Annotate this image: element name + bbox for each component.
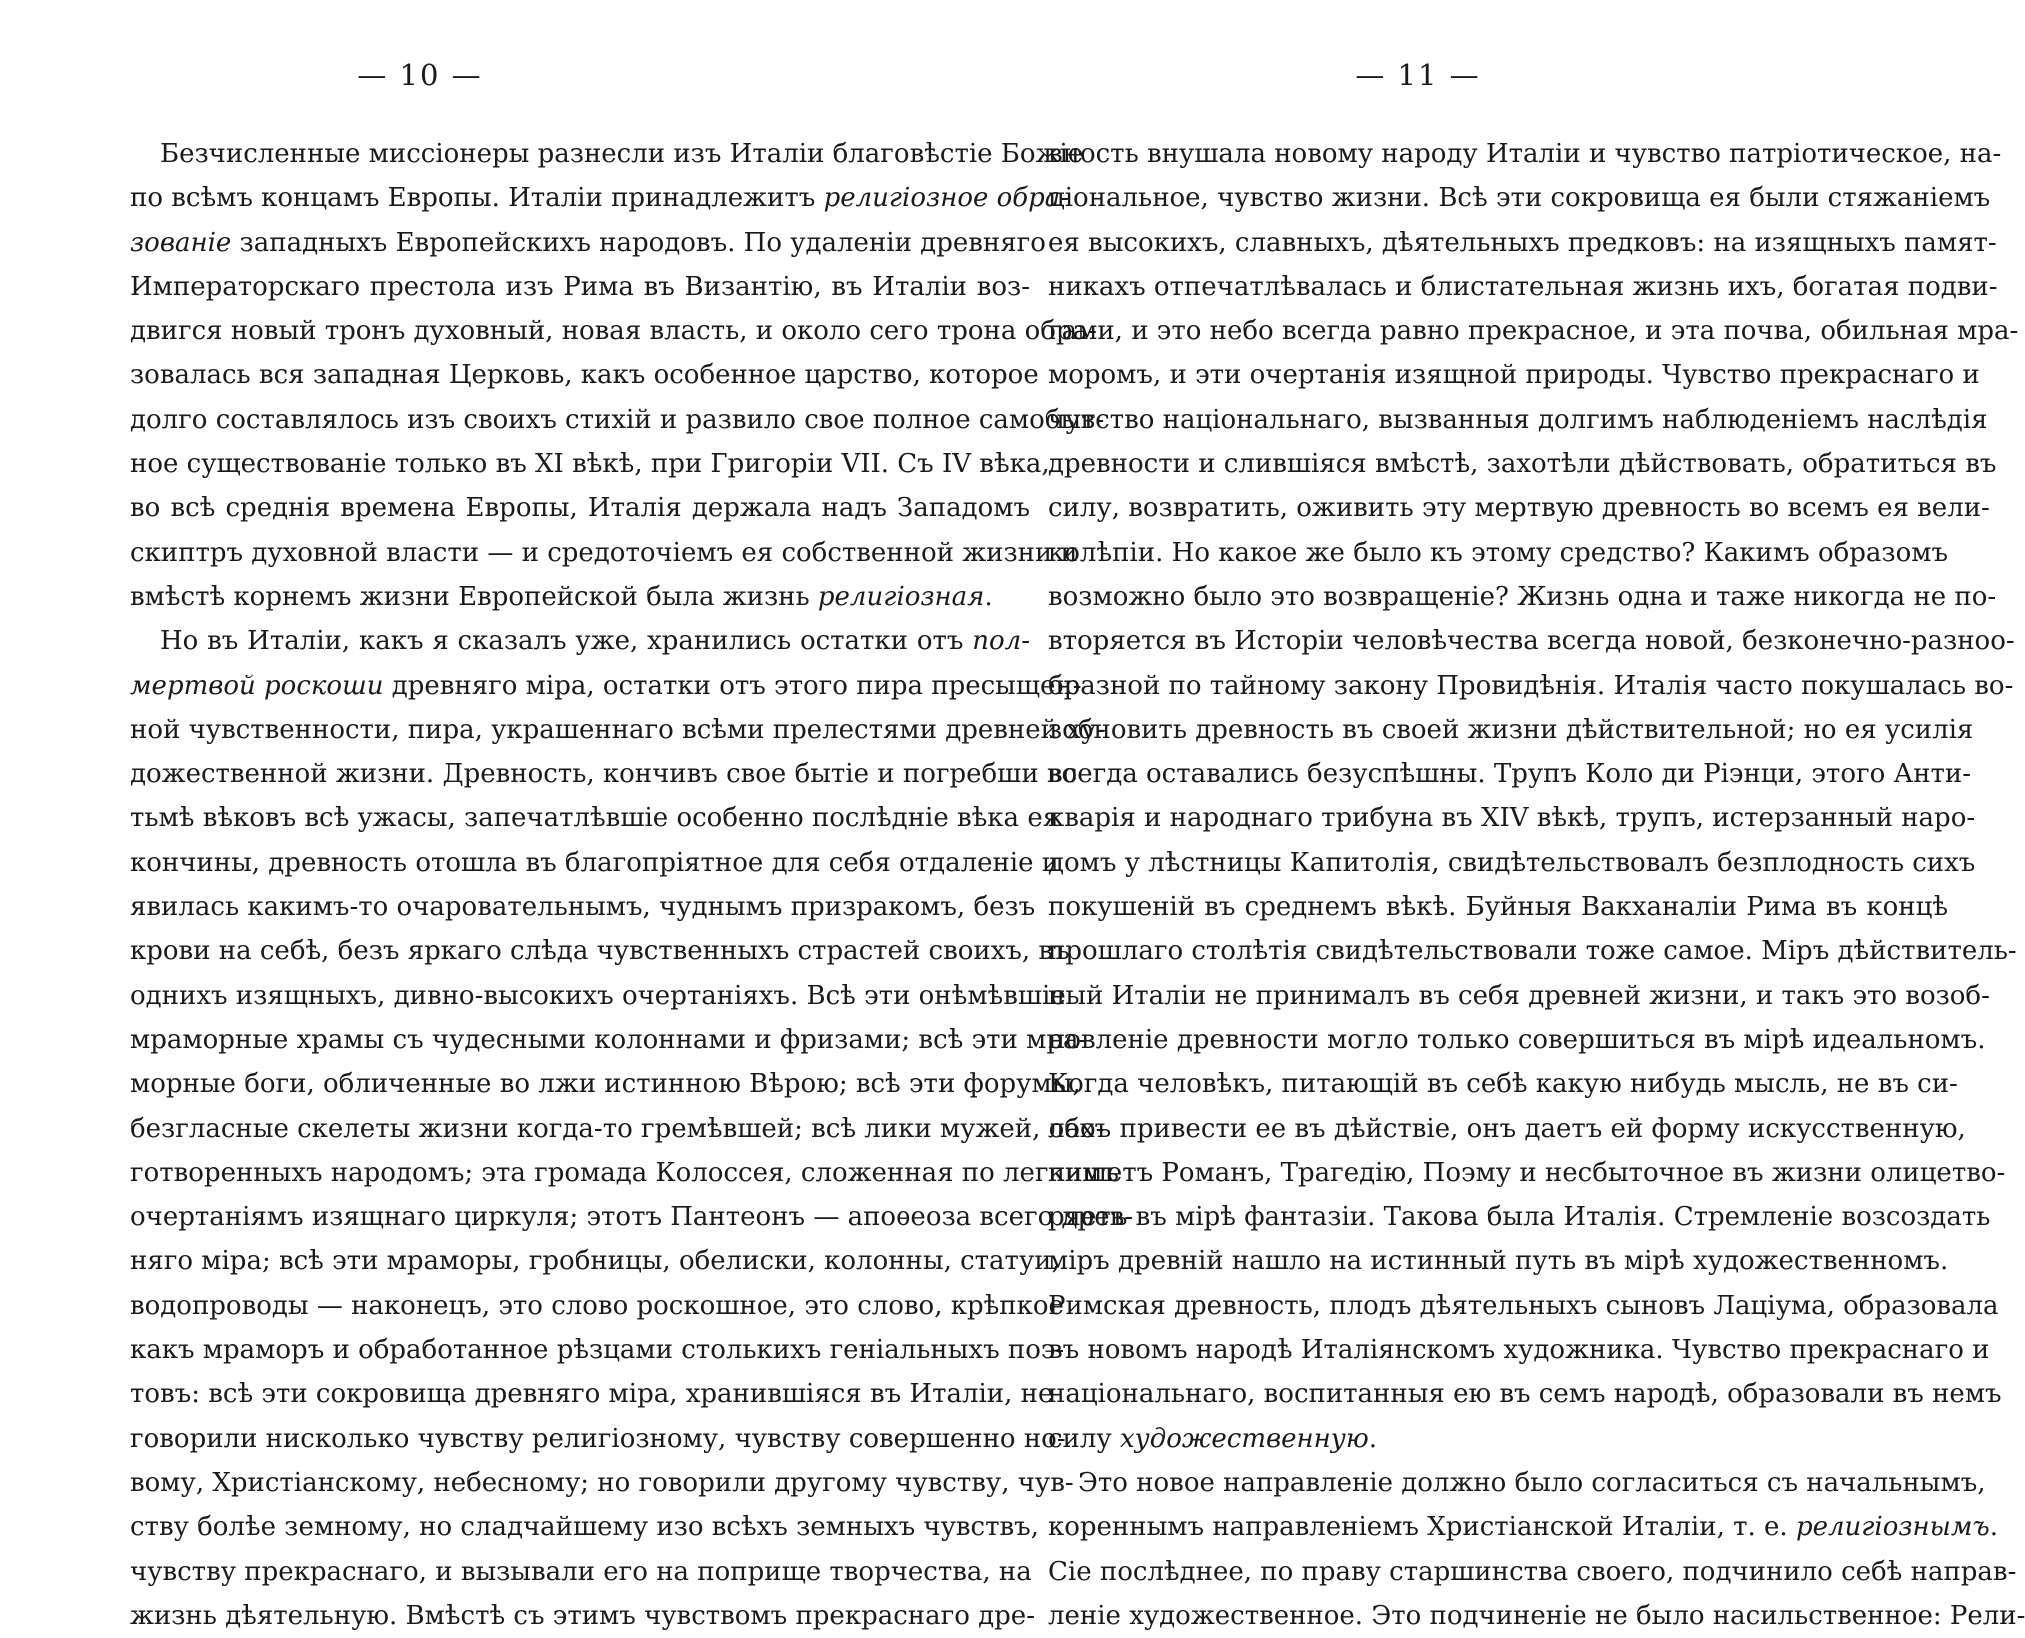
- text-run: по всѣмъ концамъ Европы. Италіи принадлежитъ: [130, 183, 824, 214]
- text-line: зовалась вся западная Церковь, какъ особенное царство, которое: [130, 360, 1039, 391]
- text-line: долго составлялось изъ своихъ стихій и развило свое полное самобыт-: [130, 404, 1105, 435]
- italic-text: религіозное обра-: [823, 183, 1070, 214]
- text-line: [130, 619, 1030, 663]
- text-line: скиптръ духовной власти — и средоточіемъ ея собственной жизни и: [130, 537, 1078, 568]
- text-run: кореннымъ направленіемъ Христіанской Италіи, т. е.: [1048, 1512, 1796, 1543]
- page-number-right: — 11 —: [1355, 58, 1481, 92]
- text-line: міръ древній нашло на истинный путь въ мірѣ художественномъ.: [1048, 1246, 1949, 1277]
- text-line: вность внушала новому народу Италіи и чувство патріотическое, на-: [1048, 139, 2002, 169]
- text-line: однихъ изящныхъ, дивно-высокихъ очертаніяхъ. Всѣ эти онѣмѣвшіе: [130, 980, 1066, 1011]
- text-line: [130, 575, 1030, 619]
- text-line: [1048, 1505, 1999, 1549]
- italic-text: мертвой роскоши: [130, 670, 384, 701]
- text-line: ной чувственности, пира, украшеннаго всѣми прелестями древней ху-: [130, 714, 1105, 745]
- text-line: кончины, древность отошла въ благопріятное для себя отдаленіе и: [130, 847, 1060, 878]
- text-line: въ новомъ народѣ Италіянскомъ художника. Чувство прекраснаго и: [1048, 1335, 1990, 1366]
- text-line: [130, 221, 1046, 265]
- text-line: лахъ привести ее въ дѣйствіе, онъ даетъ ей форму искусственную,: [1048, 1113, 1966, 1144]
- text-line: Когда человѣкъ, питающій въ себѣ какую нибудь мысль, не въ си-: [1048, 1069, 1958, 1100]
- text-line: моромъ, и эти очертанія изящной природы. Чувство прекраснаго и: [1048, 360, 1980, 391]
- text-line: мраморные храмы съ чудесными колоннами и фризами; всѣ эти мра-: [130, 1024, 1088, 1055]
- italic-text: религіозная: [817, 581, 985, 612]
- page-number-left: — 10 —: [357, 58, 483, 92]
- text-line: говорили нисколько чувству религіозному, чувству совершенно но-: [130, 1423, 1066, 1454]
- text-run: .: [1989, 1512, 1999, 1543]
- text-line: Римская древность, плодъ дѣятельныхъ сыновъ Лаціума, образовала: [1048, 1290, 1999, 1321]
- text-line: новленіе древности могло только совершиться въ мірѣ идеальномъ.: [1048, 1024, 1986, 1055]
- text-line: пишетъ Романъ, Трагедію, Поэму и несбыточное въ жизни олицетво-: [1048, 1157, 2006, 1188]
- text-line: жизнь дѣятельную. Вмѣстѣ съ этимъ чувствомъ прекраснаго дре-: [130, 1600, 1035, 1631]
- text-line: товъ: всѣ эти сокровища древняго міра, хранившіяся въ Италіи, не: [130, 1379, 1054, 1410]
- text-line: ряетъ въ мірѣ фантазіи. Такова была Италія. Стремленіе возсоздать: [1048, 1202, 1991, 1233]
- text-line: покушеній въ среднемъ вѣкѣ. Буйныя Вакханаліи Рима въ концѣ: [1048, 892, 1948, 923]
- text-line: ный Италіи не принималъ въ себя древней жизни, и такъ это возоб-: [1048, 980, 1990, 1011]
- text-line: очертаніямъ изящнаго циркуля; этотъ Пантеонъ — апоѳеоза всего древ-: [130, 1202, 1134, 1233]
- text-line: кварія и народнаго трибуна въ XIV вѣкѣ, трупъ, истерзанный наро-: [1048, 803, 1976, 834]
- text-line: ціональное, чувство жизни. Всѣ эти сокровища ея были стяжаніемъ: [1048, 183, 1991, 214]
- text-line: всегда оставались безуспѣшны. Трупъ Коло ди Ріэнци, этого Анти-: [1048, 759, 1972, 790]
- text-line: [130, 176, 1070, 220]
- text-line: вторяется въ Исторіи человѣчества всегда новой, безконечно-разноо-: [1048, 626, 2015, 657]
- text-line: тьмѣ вѣковъ всѣ ужасы, запечатлѣвшіе особенно послѣдніе вѣка ея: [130, 803, 1060, 834]
- text-line: прошлаго столѣтія свидѣтельствовали тоже самое. Міръ дѣйствитель-: [1048, 936, 2017, 967]
- text-line: никахъ отпечатлѣвалась и блистательная жизнь ихъ, богатая подви-: [1048, 271, 1998, 302]
- italic-text: религіознымъ: [1795, 1512, 1990, 1543]
- text-line: силу, возвратить, оживить эту мертвую древность во всемъ ея вели-: [1048, 493, 1990, 524]
- text-line: [130, 664, 1082, 708]
- text-run: силу: [1048, 1423, 1120, 1454]
- text-line: Императорскаго престола изъ Рима въ Византію, въ Италіи воз-: [130, 271, 1030, 302]
- text-line: чувству прекраснаго, и вызывали его на поприще творчества, на: [130, 1556, 1032, 1587]
- text-run: .: [984, 581, 993, 612]
- text-line: бразной по тайному закону Провидѣнія. Италія часто покушалась во-: [1048, 670, 2014, 701]
- text-line: крови на себѣ, безъ яркаго слѣда чувственныхъ страстей своихъ, въ: [130, 936, 1070, 967]
- text-line: древности и слившіяся вмѣстѣ, захотѣли дѣйствовать, обратиться въ: [1048, 449, 1997, 480]
- text-line: явилась какимъ-то очаровательнымъ, чуднымъ призракомъ, безъ: [130, 892, 1036, 923]
- text-line: ное существованіе только въ XI вѣкѣ, при Григоріи VII. Съ IV вѣка,: [130, 449, 1050, 480]
- text-line: дожественной жизни. Древность, кончивъ свое бытіе и погребши во: [130, 759, 1078, 790]
- text-line: готворенныхъ народомъ; эта громада Колоссея, сложенная по легкимъ: [130, 1157, 1119, 1188]
- text-line: Сіе послѣднее, по праву старшинства своего, подчинило себѣ направ-: [1048, 1556, 2017, 1587]
- text-line: возможно было это возвращеніе? Жизнь одна и таже никогда не по-: [1048, 581, 1997, 612]
- text-line: какъ мраморъ и обработанное рѣзцами столькихъ геніальныхъ поэ-: [130, 1335, 1065, 1366]
- italic-text: пол-: [972, 626, 1030, 657]
- text-run: древняго міра, остатки отъ этого пира пресыщен-: [383, 670, 1082, 701]
- text-line: водопроводы — наконецъ, это слово роскошное, это слово, крѣпкое: [130, 1290, 1064, 1321]
- text-run: .: [1368, 1423, 1378, 1454]
- italic-text: зованіе: [130, 227, 232, 258]
- text-line: во всѣ среднія времена Европы, Италія держала надъ Западомъ: [130, 493, 1030, 524]
- text-line: ея высокихъ, славныхъ, дѣятельныхъ предковъ: на изящныхъ памят-: [1048, 227, 1997, 258]
- text-run: вмѣстѣ корнемъ жизни Европейской была жизнь: [130, 581, 818, 612]
- text-line: чувство національнаго, вызванныя долгимъ наблюденіемъ наслѣдія: [1048, 404, 1988, 435]
- right-page: [1048, 0, 2025, 1631]
- italic-text: художественную: [1119, 1423, 1369, 1454]
- text-line: няго міра; всѣ эти мраморы, гробницы, обелиски, колонны, статуи,: [130, 1246, 1060, 1277]
- right-page-text: [1048, 132, 2025, 1638]
- text-line: гами, и это небо всегда равно прекрасное, и эта почва, обильная мра-: [1048, 316, 2019, 347]
- text-line: безгласные скелеты жизни когда-то гремѣвшей; всѣ лики мужей, обо-: [130, 1113, 1105, 1144]
- text-line: колѣпіи. Но какое же было къ этому средство? Какимъ образомъ: [1048, 537, 1948, 568]
- text-line: двигся новый тронъ духовный, новая власть, и около сего трона обра-: [130, 316, 1097, 347]
- text-line: Безчисленные миссіонеры разнесли изъ Италіи благовѣстіе Божіе: [160, 139, 1084, 169]
- text-line: ству болѣе земному, но сладчайшему изо всѣхъ земныхъ чувствъ,: [130, 1512, 1039, 1543]
- text-line: національнаго, воспитанныя ею въ семъ народѣ, образовали въ немъ: [1048, 1379, 2002, 1410]
- text-line: зобновить древность въ своей жизни дѣйствительной; но ея усилія: [1048, 714, 1974, 745]
- text-run: западныхъ Европейскихъ народовъ. По удаленіи древняго: [231, 227, 1046, 258]
- text-line: морные боги, обличенные во лжи истинною Вѣрою; всѣ эти форумы,: [130, 1069, 1081, 1100]
- text-line: [1048, 1417, 1948, 1461]
- text-line: вому, Христіанскому, небесному; но говорили другому чувству, чув-: [130, 1467, 1074, 1498]
- text-line: Это новое направленіе должно было согласиться съ начальнымъ,: [1078, 1467, 1986, 1498]
- text-line: леніе художественное. Это подчиненіе не было насильственное: Рели-: [1048, 1600, 2025, 1631]
- text-line: домъ у лѣстницы Капитолія, свидѣтельствовалъ безплодность сихъ: [1048, 847, 1976, 878]
- text-run: Но въ Италіи, какъ я сказалъ уже, хранились остатки отъ: [160, 626, 973, 657]
